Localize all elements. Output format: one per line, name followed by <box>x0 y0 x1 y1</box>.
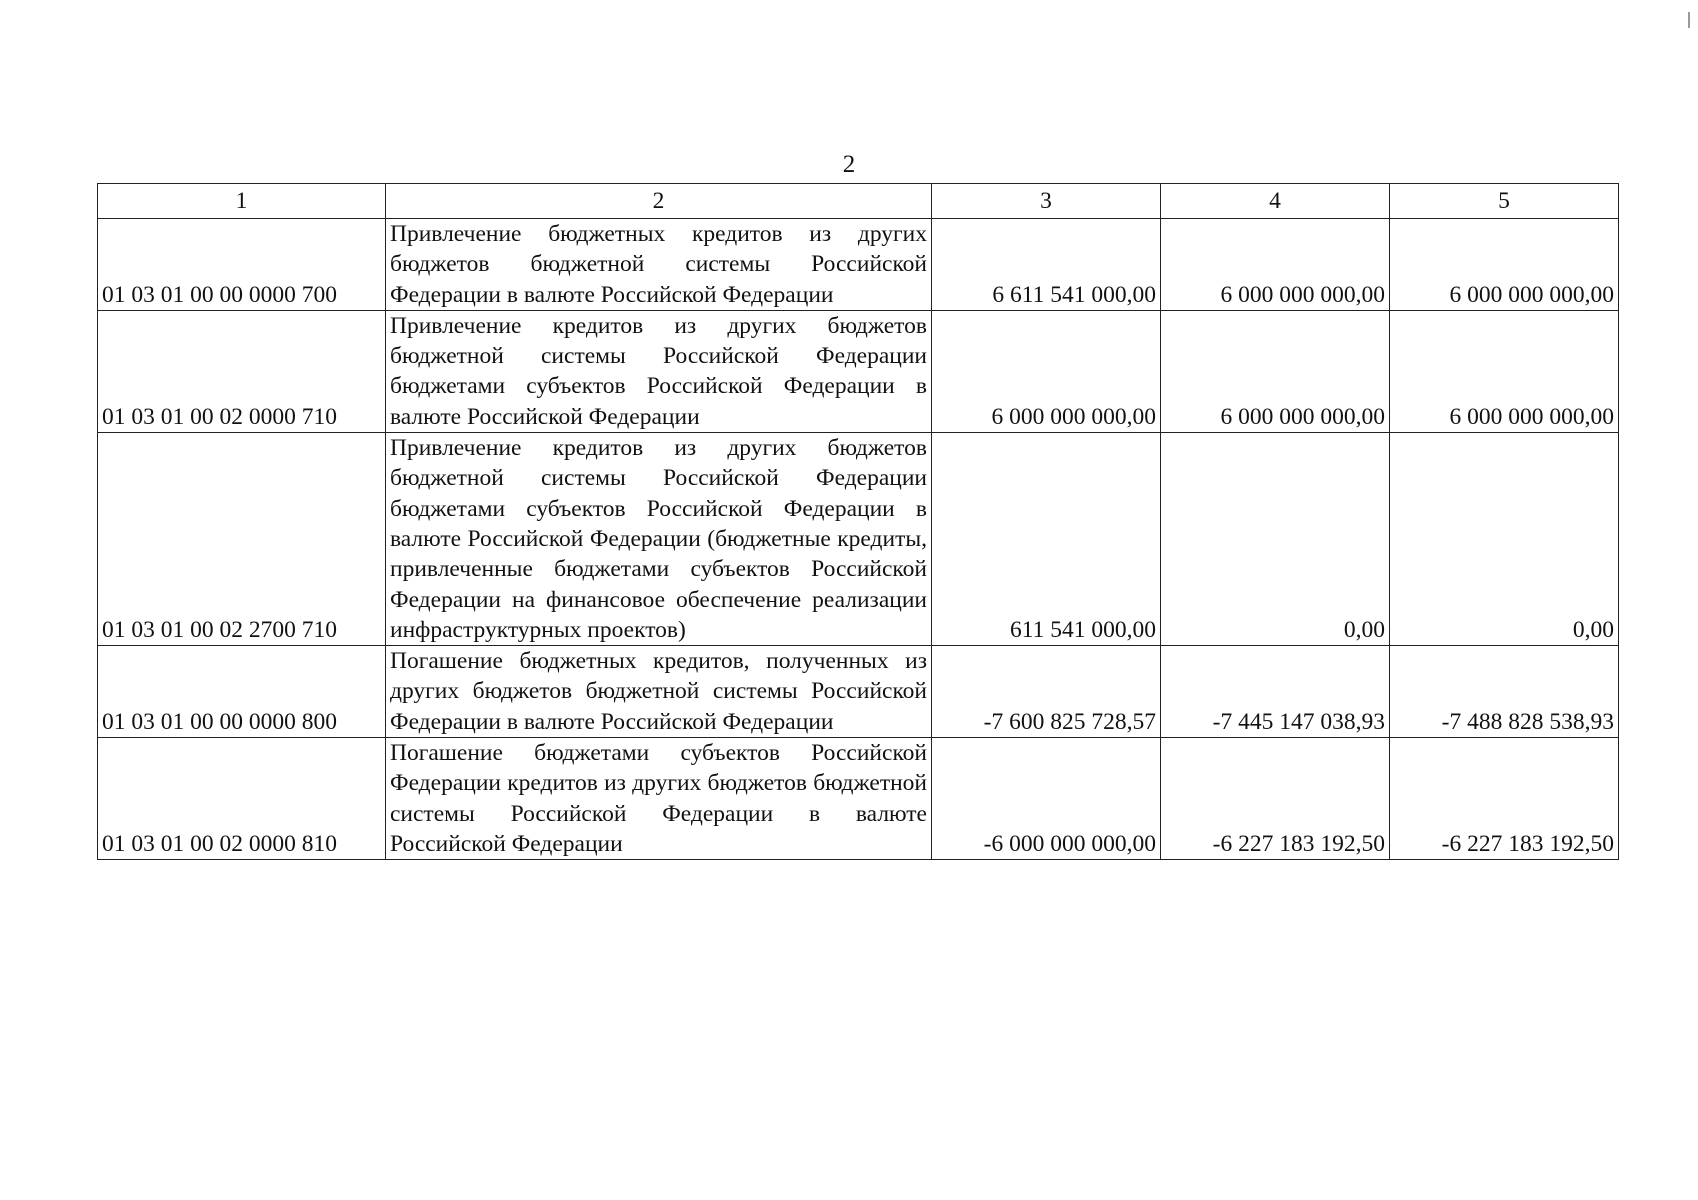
amount-col5-cell: 0,00 <box>1390 433 1619 646</box>
budget-code-cell: 01 03 01 00 02 0000 710 <box>98 310 386 432</box>
budget-code-cell: 01 03 01 00 00 0000 800 <box>98 646 386 738</box>
amount-col3-cell: 6 000 000 000,00 <box>932 310 1161 432</box>
column-header: 3 <box>932 184 1161 219</box>
column-header: 2 <box>386 184 932 219</box>
amount-col4-cell: 0,00 <box>1161 433 1390 646</box>
amount-col4-cell: 6 000 000 000,00 <box>1161 310 1390 432</box>
description-cell: Привлечение кредитов из других бюджетов бюджетной системы Российской Федерации бюджетами субъектов Российской Федерации в валюте Российской Федерации <box>386 310 932 432</box>
scan-edge-mark <box>1688 12 1690 28</box>
table-row <box>98 433 1619 646</box>
budget-sources-table <box>97 183 1619 860</box>
description-cell: Привлечение бюджетных кредитов из других бюджетов бюджетной системы Российской Федерации в валюте Российской Федерации <box>386 219 932 311</box>
amount-col4-cell: -7 445 147 038,93 <box>1161 646 1390 738</box>
table-row <box>98 738 1619 860</box>
amount-col4-cell: 6 000 000 000,00 <box>1161 219 1390 311</box>
amount-col3-cell: -6 000 000 000,00 <box>932 738 1161 860</box>
amount-col3-cell: -7 600 825 728,57 <box>932 646 1161 738</box>
column-header: 5 <box>1390 184 1619 219</box>
amount-col5-cell: -7 488 828 538,93 <box>1390 646 1619 738</box>
amount-col3-cell: 611 541 000,00 <box>932 433 1161 646</box>
amount-col5-cell: 6 000 000 000,00 <box>1390 219 1619 311</box>
table-row <box>98 310 1619 432</box>
page-number: 2 <box>842 151 856 178</box>
amount-col4-cell: -6 227 183 192,50 <box>1161 738 1390 860</box>
table-row <box>98 646 1619 738</box>
budget-code-cell: 01 03 01 00 00 0000 700 <box>98 219 386 311</box>
budget-code-cell: 01 03 01 00 02 2700 710 <box>98 433 386 646</box>
amount-col5-cell: 6 000 000 000,00 <box>1390 310 1619 432</box>
table-row <box>98 219 1619 311</box>
budget-code-cell: 01 03 01 00 02 0000 810 <box>98 738 386 860</box>
amount-col5-cell: -6 227 183 192,50 <box>1390 738 1619 860</box>
column-header: 4 <box>1161 184 1390 219</box>
description-cell: Погашение бюджетами субъектов Российской Федерации кредитов из других бюджетов бюджетной системы Российской Федерации в валюте Российской Федерации <box>386 738 932 860</box>
description-cell: Привлечение кредитов из других бюджетов бюджетной системы Российской Федерации бюджетами субъектов Российской Федерации в валюте Российской Федерации (бюджетные кредиты, привлеченные бюджетами субъектов Российской Федерации на финансовое обеспечение реализации инфраструктурных проектов) <box>386 433 932 646</box>
description-cell: Погашение бюджетных кредитов, полученных из других бюджетов бюджетной системы Российской Федерации в валюте Российской Федерации <box>386 646 932 738</box>
table-header-row <box>98 184 1619 219</box>
column-header: 1 <box>98 184 386 219</box>
amount-col3-cell: 6 611 541 000,00 <box>932 219 1161 311</box>
